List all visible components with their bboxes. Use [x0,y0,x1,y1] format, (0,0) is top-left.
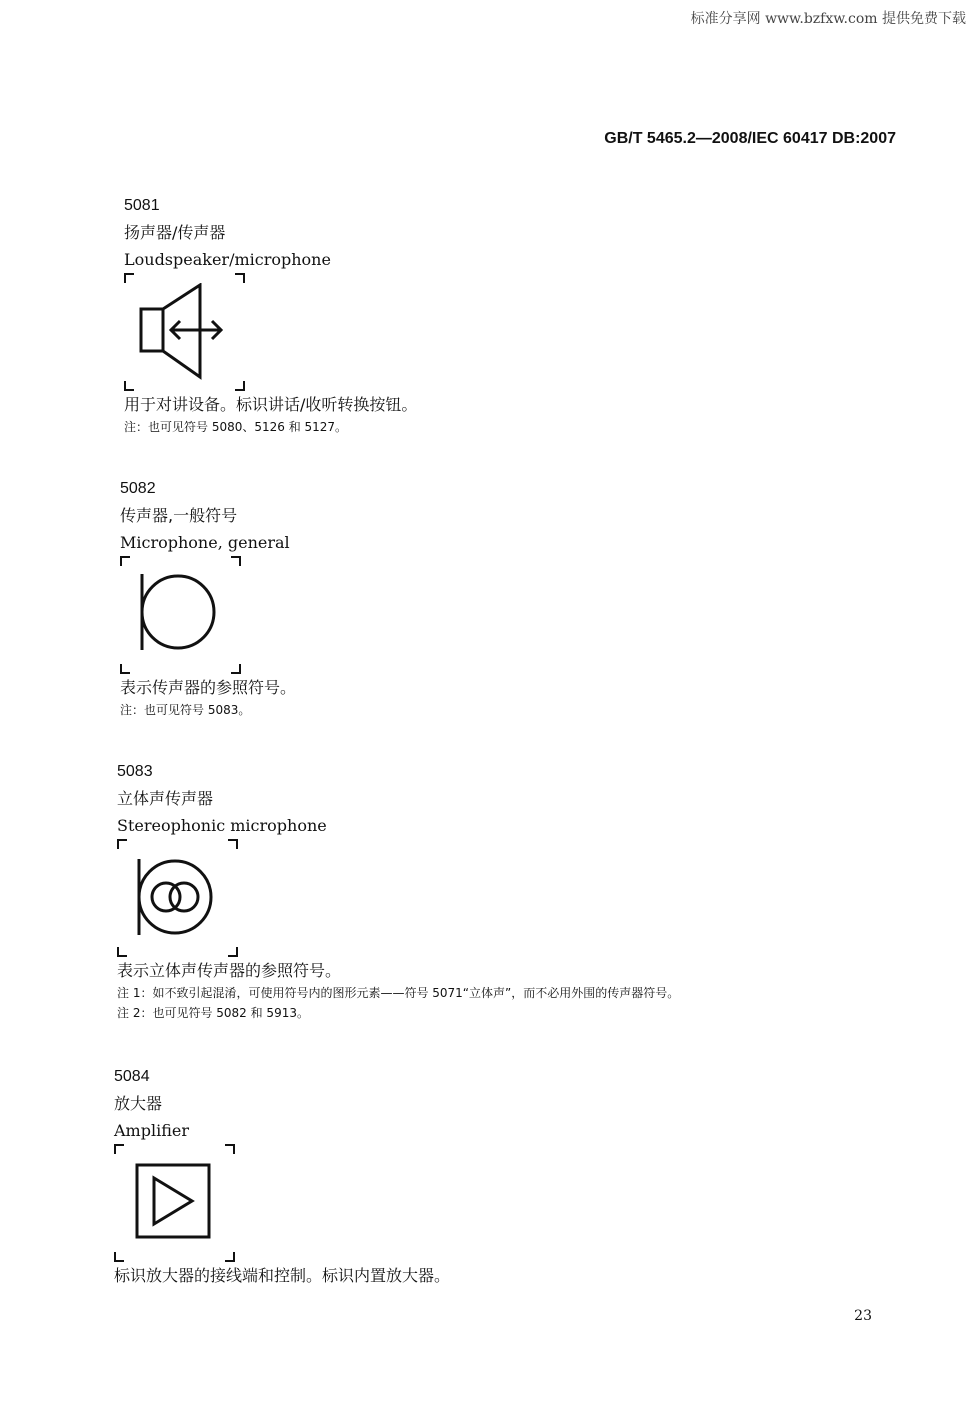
entry-description: 标识放大器的接线端和控制。标识内置放大器。 [114,1266,451,1285]
watermark: 标准分享网 www.bzfxw.com 提供免费下载 [690,11,966,27]
stereophonic-microphone-icon [135,857,217,939]
page-number: 23 [854,1308,872,1324]
symbol-entry-5083 [117,762,679,1023]
entry-number: 5082 [120,480,156,497]
entry-number: 5084 [114,1068,150,1085]
entry-title-en: Microphone, general [120,533,290,552]
entry-title-zh: 传声器,一般符号 [120,506,238,525]
symbol-entry-5081 [124,196,417,437]
entry-title-en: Amplifier [114,1121,189,1140]
entry-description: 表示传声器的参照符号。 [120,678,297,697]
entry-note: 注 1：如不致引起混淆，可使用符号内的图形元素——符号 5071“立体声”，而不必用外围的传声器符号。 [117,986,680,1000]
entry-number: 5081 [124,197,160,214]
entry-title-en: Stereophonic microphone [117,816,327,835]
symbol-entry-5082 [120,479,296,720]
entry-description: 表示立体声传声器的参照符号。 [117,961,342,980]
symbol-frame [120,556,245,676]
amplifier-icon [134,1162,214,1242]
entry-title-zh: 立体声传声器 [117,789,214,808]
entry-note: 注：也可见符号 5080、5126 和 5127。 [124,420,348,434]
loudspeaker-microphone-icon [138,283,228,383]
symbol-frame [114,1144,239,1264]
entry-title-en: Loudspeaker/microphone [124,250,331,269]
symbol-entry-5084 [114,1067,450,1288]
entry-note: 注 2：也可见符号 5082 和 5913。 [117,1006,309,1020]
entry-description: 用于对讲设备。标识讲话/收听转换按钮。 [124,395,418,414]
symbol-frame [124,273,249,393]
entry-note: 注：也可见符号 5083。 [120,703,251,717]
symbol-frame [117,839,242,959]
entry-number: 5083 [117,763,153,780]
entry-title-zh: 放大器 [114,1094,163,1113]
entry-title-zh: 扬声器/传声器 [124,223,226,242]
microphone-icon [138,572,220,654]
standard-header: GB/T 5465.2—2008/IEC 60417 DB:2007 [604,130,896,147]
